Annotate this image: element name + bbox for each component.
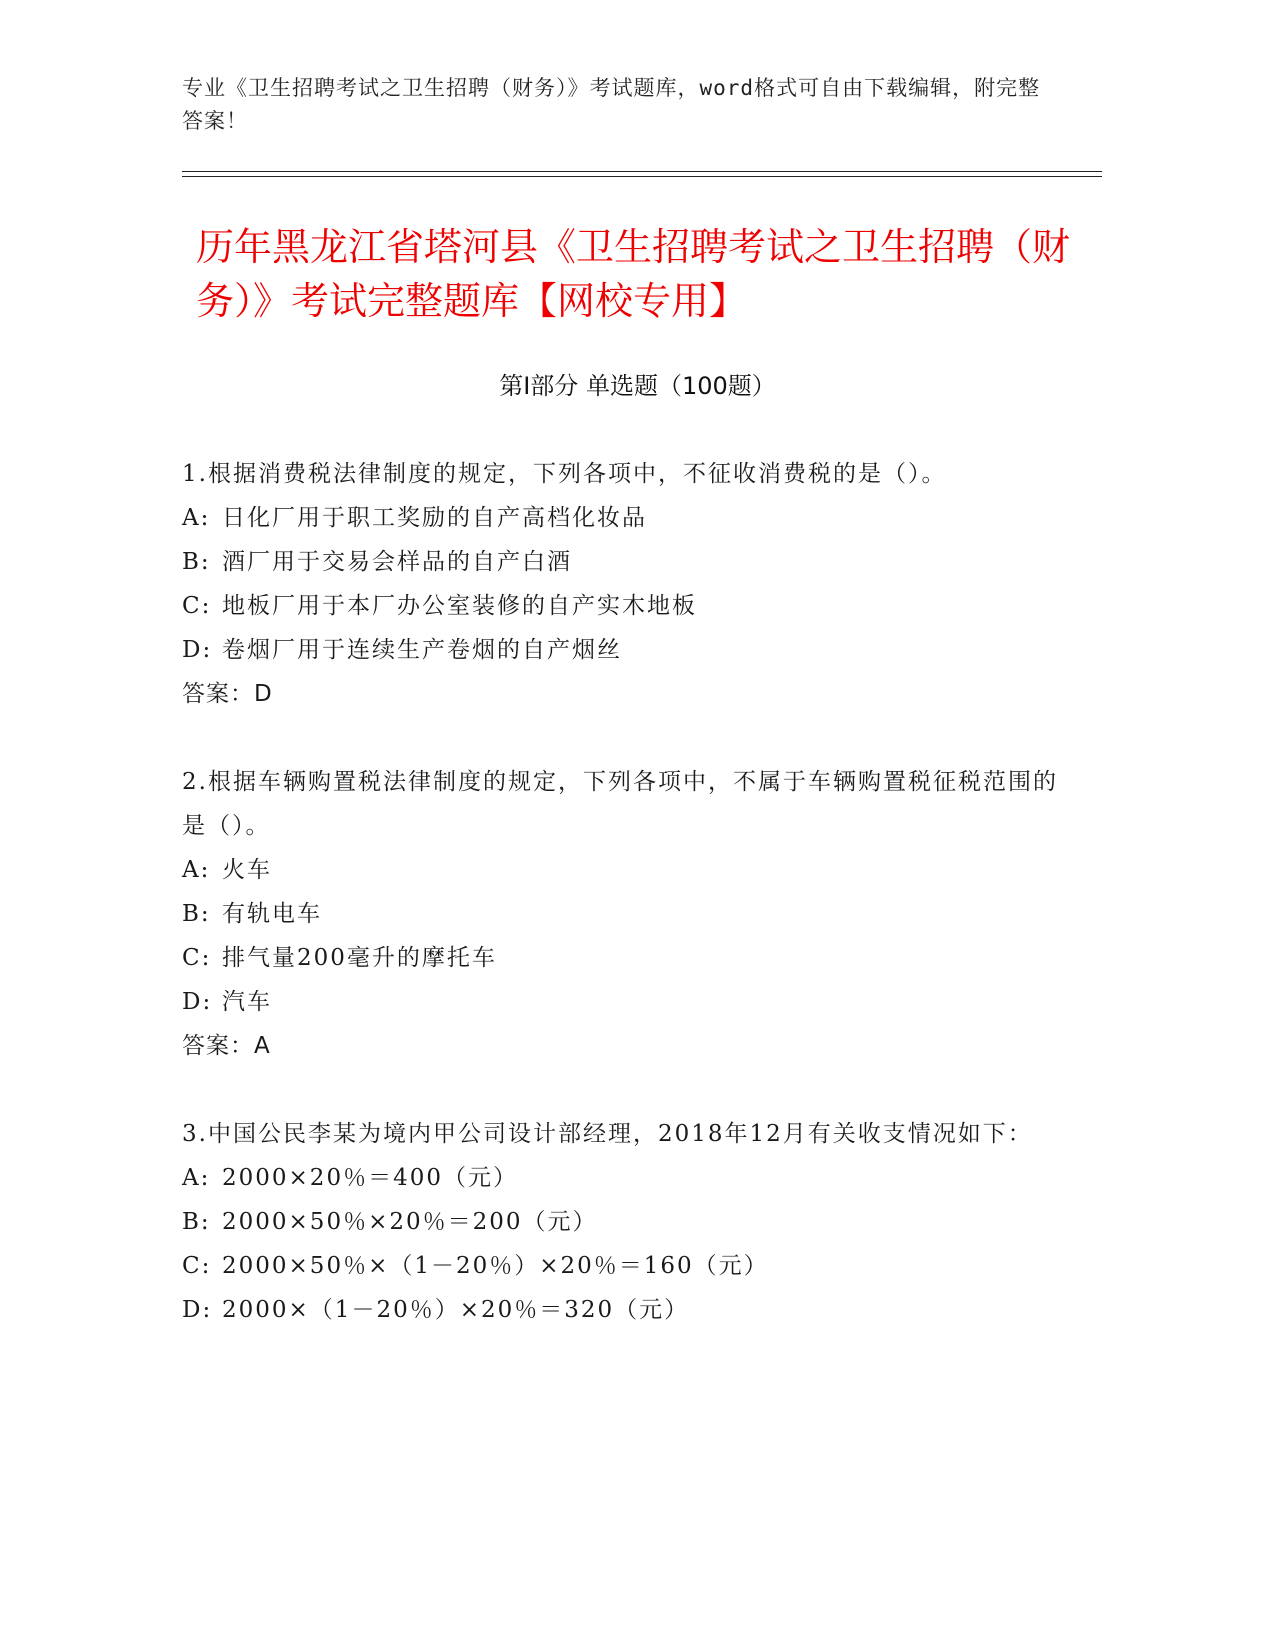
section-title: 第Ⅰ部分 单选题（100题） (499, 372, 776, 400)
option-text: 2000×50％×20％＝200（元） (222, 1209, 598, 1235)
option-key: C: (182, 593, 212, 619)
option-key: D: (182, 1297, 213, 1323)
question-stem: 3.中国公民李某为境内甲公司设计部经理，2018年12月有关收支情况如下： (182, 1121, 1033, 1147)
option-text: 2000×（1－20％）×20％＝320（元） (222, 1297, 690, 1323)
option-key: B: (182, 1209, 211, 1235)
question-stem: 1.根据消费税法律制度的规定，下列各项中，不征收消费税的是（）。 (182, 461, 947, 487)
option-b (182, 540, 1062, 584)
option-a (182, 1156, 1062, 1200)
header-note: 专业《卫生招聘考试之卫生招聘（财务）》考试题库，word格式可自由下载编辑，附完整答案！ (182, 76, 1041, 133)
option-key: A: (182, 505, 211, 531)
answer-value: A (254, 1033, 271, 1059)
answer-line (182, 1024, 1062, 1068)
option-d (182, 980, 1062, 1024)
option-text: 汽车 (222, 989, 272, 1015)
document-title: 历年黑龙江省塔河县《卫生招聘考试之卫生招聘（财务）》考试完整题库【网校专用】 (196, 225, 1071, 323)
option-text: 火车 (222, 857, 272, 883)
header-rule-bottom (182, 176, 1102, 177)
answer-label: 答案： (182, 681, 254, 707)
option-a (182, 848, 1062, 892)
option-key: C: (182, 1253, 212, 1279)
answer-label: 答案： (182, 1033, 254, 1059)
option-key: B: (182, 549, 211, 575)
question-2 (182, 760, 1062, 1068)
option-text: 卷烟厂用于连续生产卷烟的自产烟丝 (222, 637, 622, 663)
option-key: A: (182, 857, 211, 883)
option-text: 日化厂用于职工奖励的自产高档化妆品 (222, 505, 647, 531)
option-c (182, 584, 1062, 628)
answer-value: D (254, 681, 273, 707)
option-key: C: (182, 945, 212, 971)
answer-line (182, 672, 1062, 716)
option-text: 2000×50％×（1－20％）×20％＝160（元） (222, 1253, 769, 1279)
option-text: 2000×20％＝400（元） (222, 1165, 518, 1191)
option-key: D: (182, 989, 213, 1015)
option-text: 排气量200毫升的摩托车 (222, 945, 497, 971)
option-d (182, 1288, 1062, 1332)
option-b (182, 1200, 1062, 1244)
option-c (182, 1244, 1062, 1288)
option-text: 有轨电车 (222, 901, 322, 927)
question-1 (182, 452, 1062, 716)
option-text: 酒厂用于交易会样品的自产白酒 (222, 549, 572, 575)
option-d (182, 628, 1062, 672)
option-text: 地板厂用于本厂办公室装修的自产实木地板 (222, 593, 697, 619)
header-rule-top (182, 171, 1102, 172)
option-c (182, 936, 1062, 980)
option-a (182, 496, 1062, 540)
question-3 (182, 1112, 1062, 1332)
option-key: B: (182, 901, 211, 927)
question-stem: 2.根据车辆购置税法律制度的规定，下列各项中，不属于车辆购置税征税范围的是（）。 (182, 769, 1058, 839)
option-b (182, 892, 1062, 936)
option-key: D: (182, 637, 213, 663)
question-list (182, 452, 1062, 1376)
option-key: A: (182, 1165, 211, 1191)
